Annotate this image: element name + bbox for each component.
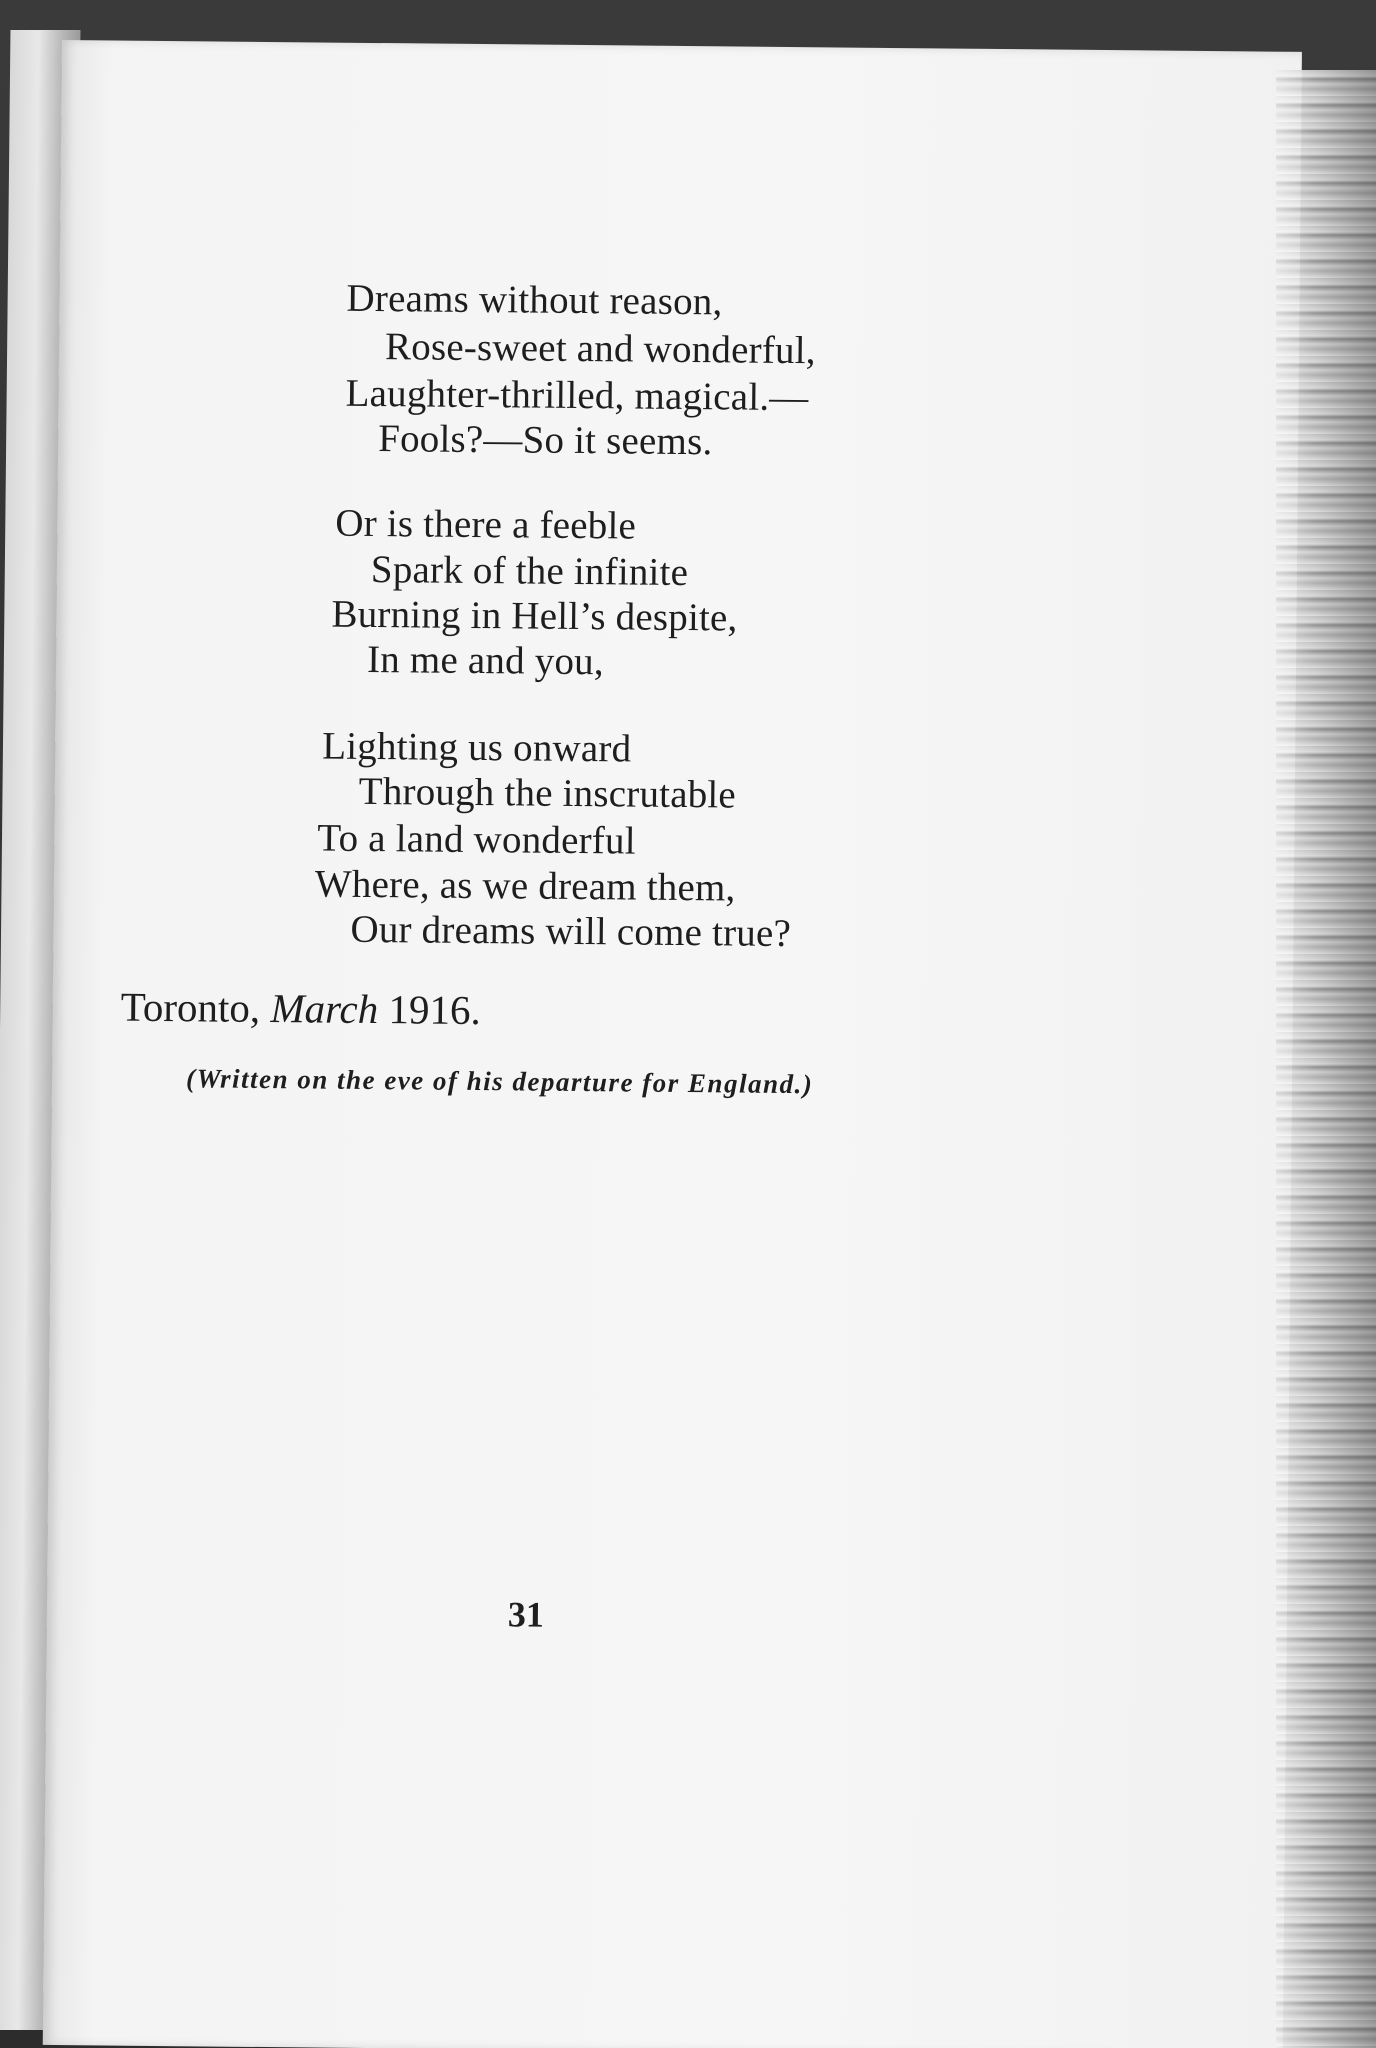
poem-line: Spark of the infinite [370,547,689,595]
place: Toronto, [120,983,261,1031]
poem-line: Dreams without reason, [346,276,723,324]
poem-line: Laughter-thrilled, magical.— [345,371,809,420]
poem-line: Our dreams will come true? [350,907,792,956]
edge-shading [1276,70,1376,2048]
page-number: 31 [507,1594,545,1635]
poem-line: To a land wonderful [317,816,636,863]
place-and-date [120,983,481,1034]
poem-line: Through the inscrutable [358,769,737,817]
month: March [270,985,379,1033]
book-page [43,40,1302,2048]
poem-line: In me and you, [366,637,605,684]
poem-line: Burning in Hell’s despite, [331,592,738,640]
poem-line: Or is there a feeble [335,501,637,548]
poem-line: Where, as we dream them, [314,862,736,910]
poem-line: Fools?—So it seems. [377,417,713,464]
year: 1916. [388,986,481,1034]
poem-line: Rose-sweet and wonderful, [384,325,816,373]
poem-line: Lighting us onward [322,724,632,771]
footnote: (Written on the eve of his departure for England.) [185,1063,814,1100]
